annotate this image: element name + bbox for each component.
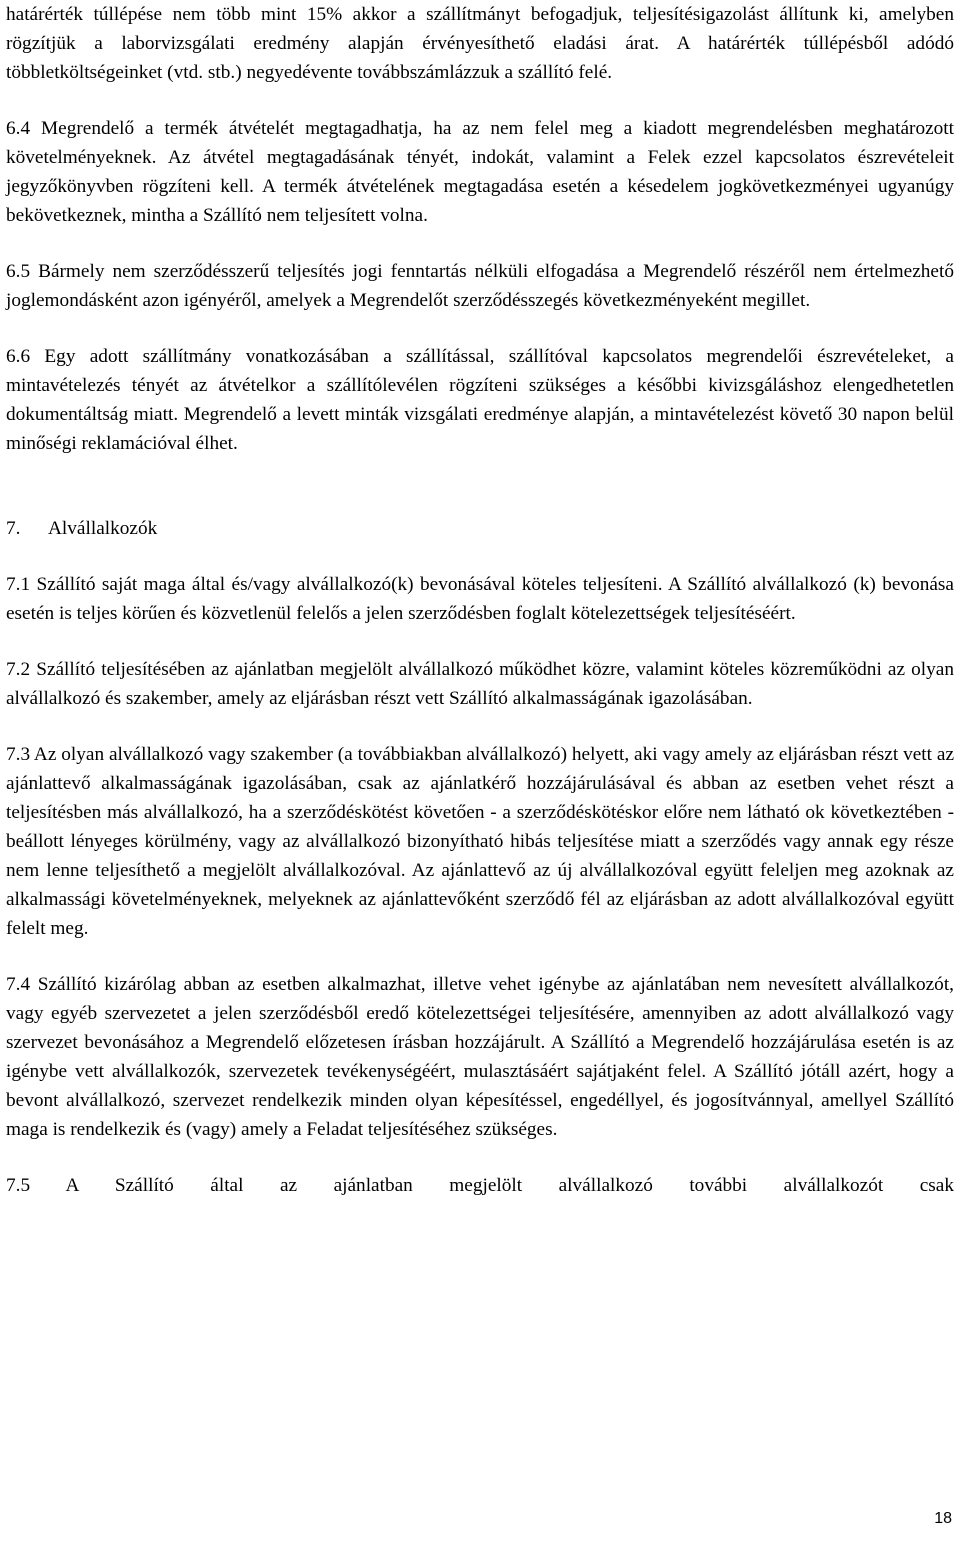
document-page (6, 0, 954, 1200)
spacer (6, 713, 954, 740)
paragraph-6-4: 6.4 Megrendelő a termék átvételét megtagadhatja, ha az nem felel meg a kiadott megrendelésben meghatározott követelményeknek. Az átvétel megtagadásának tényét, indokát, valamint a Felek ezzel kapcsolatos észrevételeit jegyzőkönyvben rögzíteni kell. A termék átvételének megtagadása esetén a késedelem jogkövetkezményei ugyanúgy bekövetkeznek, mintha a Szállító nem teljesített volna. (6, 118, 954, 226)
paragraph-7-3: 7.3 Az olyan alvállalkozó vagy szakember (a továbbiakban alvállalkozó) helyett, aki vagy amely az eljárásban részt vett az ajánlattevő alkalmasságának igazolásában, csak az ajánlatkérő hozzájárulásával és abban az esetben vehet részt a teljesítésben más alvállalkozó, ha a szerződéskötést követően - a szerződéskötéskor előre nem látható ok következtében - beállott lényeges körülmény, vagy az alvállalkozó bizonyítható hibás teljesítése miatt a szerződés vagy annak egy része nem lenne teljesíthető a megjelölt alvállalkozóval. Az ajánlattevő az új alvállalkozóval együtt feleljen meg azoknak az alkalmassági követelményeknek, melyeknek az ajánlattevőként szerződő fél az eljárásban az adott alvállalkozóval együtt felelt meg. (6, 744, 954, 939)
paragraph-7-4: 7.4 Szállító kizárólag abban az esetben alkalmazhat, illetve vehet igénybe az ajánlatában nem nevesített alvállalkozót, vagy egyéb szervezetet a jelen szerződésből eredő kötelezettségei teljesítésére, amennyiben az adott alvállalkozó vagy szervezet bevonásához a Megrendelő előzetesen írásban hozzájárult. A Szállító a Megrendelő hozzájárulása esetén is az igénybe vett alvállalkozók, szervezetek tevékenységéért, mulasztásáért sajátjaként felel. A Szállító jótáll azért, hogy a bevont alvállalkozó, szervezet rendelkezik minden olyan képesítéssel, engedéllyel, és jogosítvánnyal, amellyel Szállító maga is rendelkezik és (vagy) amely a Feladat teljesítéséhez szükséges. (6, 974, 954, 1140)
spacer (6, 230, 954, 257)
page-number: 18 (934, 1510, 952, 1527)
spacer (6, 458, 954, 514)
paragraph-threshold: határérték túllépése nem több mint 15% akkor a szállítmányt befogadjuk, teljesítésigazolást állítunk ki, amelyben rögzítjük a laborvizsgálati eredmény alapján érvényesíthető eladási árat. A határérték túllépésből adódó többletköltségeinket (vtd. stb.) negyedévente továbbszámlázzuk a szállító felé. (6, 4, 954, 83)
paragraph-6-5: 6.5 Bármely nem szerződésszerű teljesítés jogi fenntartás nélküli elfogadása a Megrendelő részéről nem értelmezhető joglemondásként azon igényéről, amelyek a Megrendelőt szerződésszegés következményeként megillet. (6, 261, 954, 311)
spacer (6, 943, 954, 970)
spacer (6, 543, 954, 570)
spacer (6, 628, 954, 655)
paragraph-6-6: 6.6 Egy adott szállítmány vonatkozásában a szállítással, szállítóval kapcsolatos megrendelői észrevételeket, a mintavételezés tényét az átvételkor a szállítólevélen rögzíteni szükséges a későbbi kivizsgáláshoz elengedhetetlen dokumentáltság miatt. Megrendelő a levett minták vizsgálati eredménye alapján, a mintavételezést követő 30 napon belül minőségi reklamációval élhet. (6, 346, 954, 454)
paragraph-7-2: 7.2 Szállító teljesítésében az ajánlatban megjelölt alvállalkozó működhet közre, valamint köteles közreműködni az olyan alvállalkozó és szakember, amely az eljárásban részt vett Szállító alkalmasságának igazolásában. (6, 659, 954, 709)
section-title: Alvállalkozók (48, 518, 158, 539)
paragraph-7-5: 7.5 A Szállító által az ajánlatban megjelölt alvállalkozó további alvállalkozót csak (6, 1175, 954, 1196)
section-heading-7 (6, 514, 954, 543)
paragraph-7-1: 7.1 Szállító saját maga által és/vagy alvállalkozó(k) bevonásával köteles teljesíteni. A Szállító alvállalkozó (k) bevonása esetén is teljes körűen és közvetlenül felelős a jelen szerződésben foglalt kötelezettségek teljesítéséért. (6, 574, 954, 624)
section-number: 7. (6, 518, 21, 539)
spacer (6, 1144, 954, 1171)
spacer (6, 87, 954, 114)
spacer (6, 315, 954, 342)
